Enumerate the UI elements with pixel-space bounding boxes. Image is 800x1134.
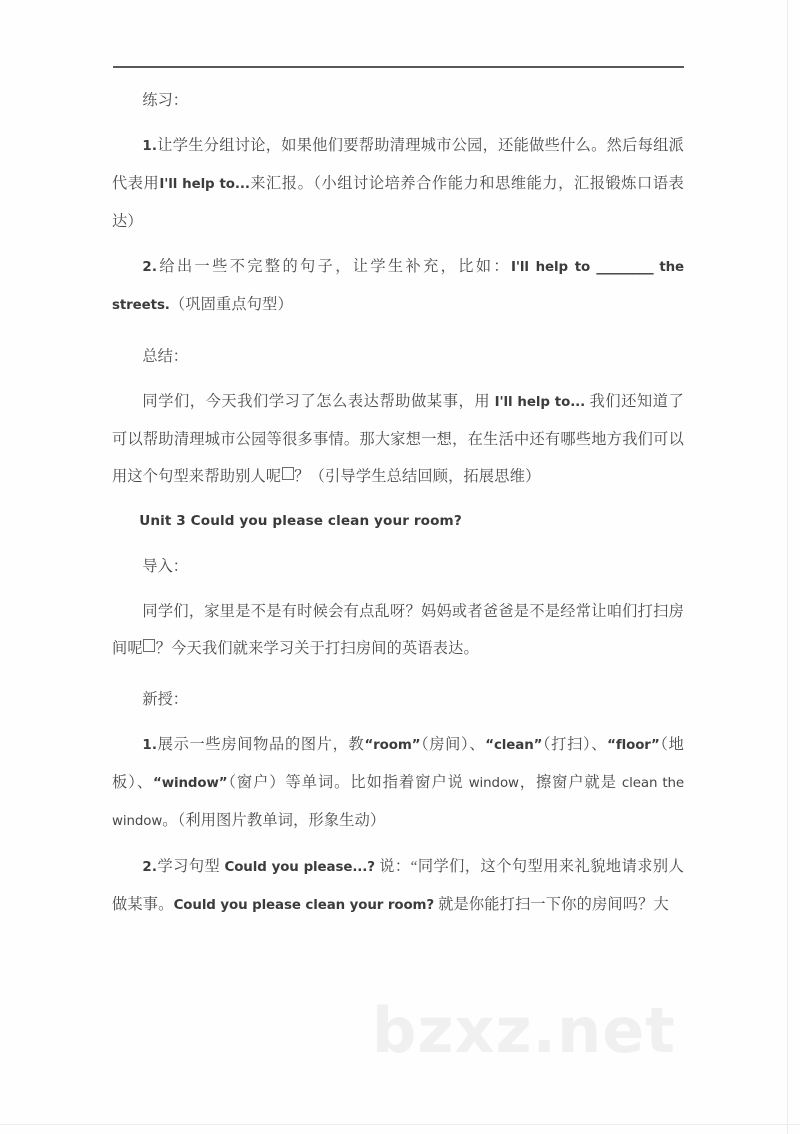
lead-in-paragraph [112, 593, 684, 667]
phrase-ill-help-to: I'll help to... [159, 177, 250, 192]
list-number: 1. [142, 139, 158, 154]
spacer [112, 119, 684, 127]
page-edge-right [787, 0, 788, 1134]
vocab-word-window-plain: window [468, 776, 519, 791]
vocab-word-clean: “clean” [485, 738, 543, 753]
page-edge-bottom [0, 1124, 800, 1125]
practice-item-1-text-after: 来汇报。（小组讨论培养合作能力和思维能力，汇报锻炼口语表达） [112, 175, 684, 230]
list-number: 1. [142, 738, 158, 753]
spacer [112, 375, 684, 383]
fill-in-blank: ________ [596, 257, 654, 275]
spacer [112, 495, 684, 503]
vocab-word-room: “room” [364, 738, 421, 753]
new-lesson-item-1-part-4: （地板）、 [112, 736, 684, 791]
vocab-word-floor: “floor” [607, 738, 660, 753]
section-label-lead-in: 导入： [142, 558, 188, 575]
vocab-word-window: “window” [153, 776, 228, 791]
phrase-could-you-please: Could you please...? [224, 860, 375, 875]
practice-item-2 [112, 248, 684, 324]
practice-item-1-text-before: 让学生分组讨论，如果他们要帮助清理城市公园，还能做些什么。然后每组派代表用 [112, 137, 684, 192]
new-lesson-item-1-part-1: 展示一些房间物品的图片，教 [157, 736, 365, 753]
site-watermark: bzxz.net [372, 994, 676, 1067]
section-label-new-lesson: 新授： [142, 691, 188, 708]
spacer [112, 718, 684, 726]
summary-paragraph [112, 383, 684, 495]
new-lesson-item-1-part-5: （窗户）等单词。比如指着窗户说 [227, 774, 464, 791]
phrase-ill-help-to: I'll help to... [494, 395, 586, 410]
new-lesson-item-1-part-2: （房间）、 [420, 736, 486, 753]
missing-glyph-box-icon [143, 639, 155, 652]
lead-in-text-part-1: 同学们，家里是不是有时候会有点乱呀？妈妈或者爸爸是不是经常让咱们打扫房间呢 [112, 603, 684, 657]
new-lesson-item-1 [112, 726, 684, 840]
spacer [112, 324, 684, 338]
spacer [112, 68, 684, 82]
spacer [112, 840, 684, 848]
new-lesson-item-1-part-3: （打扫）、 [542, 736, 608, 753]
list-number: 2. [142, 260, 158, 275]
new-lesson-item-1-part-6: ，擦窗户就是 [518, 774, 618, 791]
phrase-could-you-please-clean-your-room: Could you please clean your room? [173, 898, 435, 913]
section-label-practice: 练习： [142, 92, 188, 109]
new-lesson-item-2-part-3: 就是你能打扫一下你的房间吗？大 [438, 896, 669, 913]
spacer [112, 240, 684, 248]
spacer [112, 585, 684, 593]
summary-text-part-3: ？（引导学生总结回顾，拓展思维） [294, 468, 541, 485]
new-lesson-item-2 [112, 848, 684, 924]
practice-item-1 [112, 127, 684, 240]
spacer [112, 667, 684, 681]
list-number: 2. [142, 860, 158, 875]
new-lesson-item-2-part-2: 说：“同学们，这个句型用来礼貌地请求别人做某事。 [112, 858, 684, 913]
new-lesson-item-1-part-7: 。（利用图片教单词，形象生动） [162, 812, 386, 829]
summary-text-part-2: 我们还知道了可以帮助清理城市公园等很多事情。那大家想一想，在生活中还有哪些地方我们可以用这个句型来帮助别人呢 [112, 393, 685, 485]
phrase-the-streets: the streets. [112, 260, 685, 313]
phrase-ill-help-to: I'll help to [510, 260, 591, 275]
unit-heading: Unit 3 Could you please clean your room? [139, 513, 462, 529]
phrase-clean-the-window: clean the window [112, 776, 685, 829]
missing-glyph-box-icon [282, 467, 294, 480]
spacer [112, 540, 684, 548]
practice-item-2-text-after: （巩固重点句型） [169, 296, 293, 313]
new-lesson-item-2-part-1: 学习句型 [157, 858, 221, 875]
document-body [112, 0, 684, 924]
practice-item-2-text-before: 给出一些不完整的句子，让学生补充，比如： [157, 258, 511, 275]
section-label-summary: 总结： [142, 348, 188, 365]
lead-in-text-part-2: ？今天我们就来学习关于打扫房间的英语表达。 [155, 640, 479, 657]
summary-text-part-1: 同学们，今天我们学习了怎么表达帮助做某事，用 [142, 393, 491, 410]
